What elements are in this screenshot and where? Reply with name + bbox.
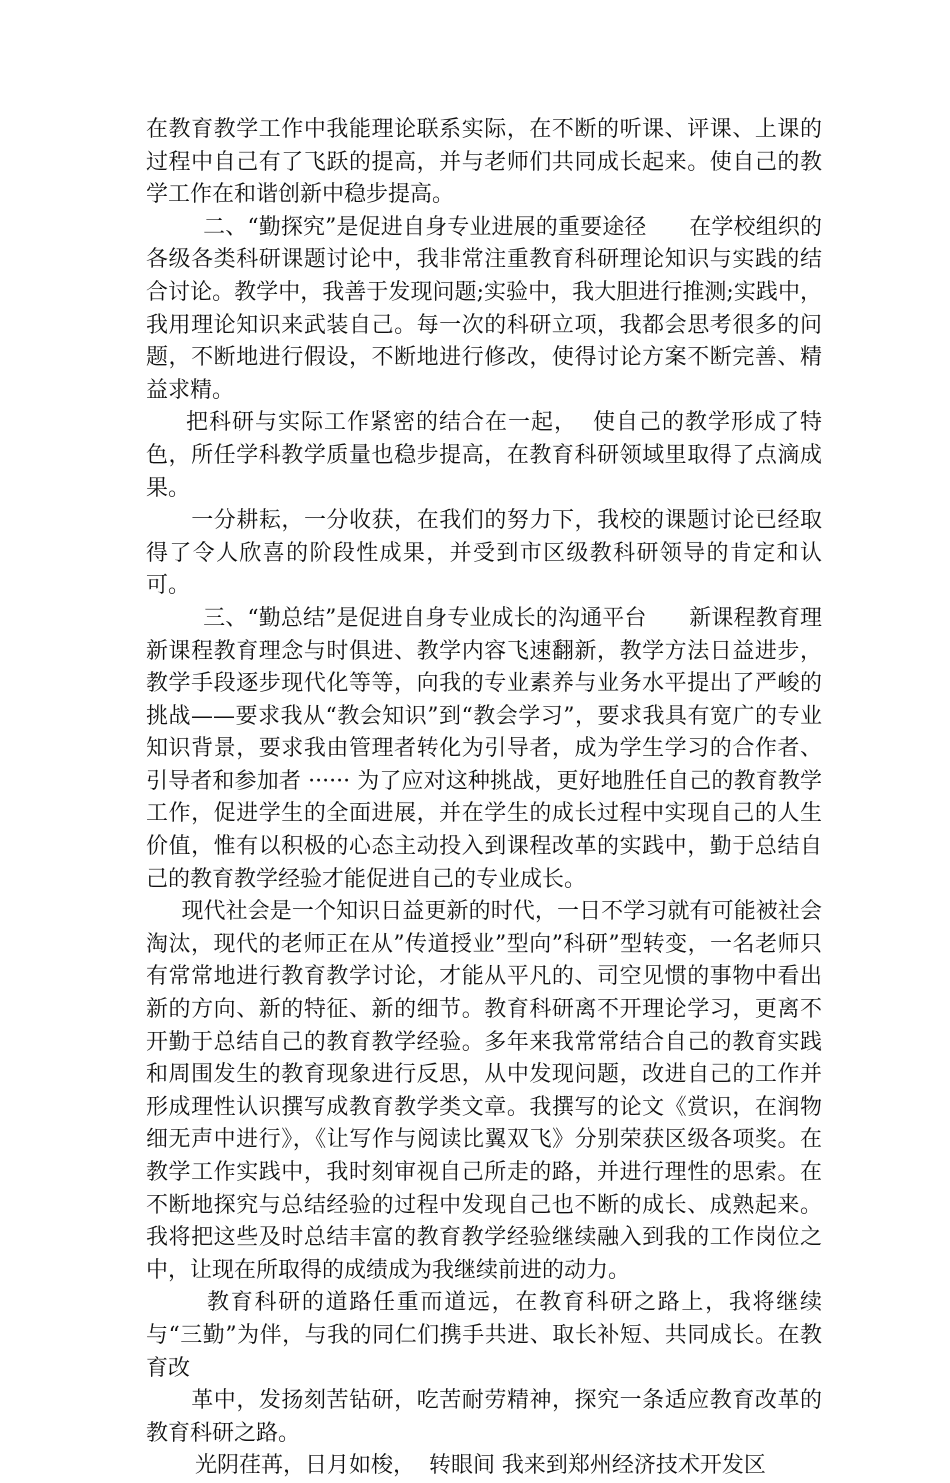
document-body [146, 114, 864, 1483]
paragraph-4: 一分耕耘，一分收获，在我们的努力下，我校的课题讨论已经取得了令人欣喜的阶段性成果，并受到市区级教科研领导的肯定和认可。 [146, 508, 822, 599]
paragraph-7: 教育科研的道路任重而道远，在教育科研之路上，我将继续与“三勤”为伴，与我的同仁们携手共进、取长补短、共同成长。在教育改 [146, 1290, 822, 1381]
paragraph-6: 现代社会是一个知识日益更新的时代，一日不学习就有可能被社会淘汰，现代的老师正在从”传道授业”型向”科研”型转变，一名老师只有常常地进行教育教学讨论，才能从平凡的、司空见惯的事物中看出新的方向、新的特征、新的细节。教育科研离不开理论学习，更离不开勤于总结自己的教育教学经验。多年来我常常结合自己的教育实践和周围发生的教育现象进行反思，从中发现问题，改进自己的工作并形成理性认识撰写成教育教学类文章。我撰写的论文《赏识，在润物细无声中进行》，《让写作与阅读比翼双飞》分别荣获区级各项奖。在教学工作实践中，我时刻审视自己所走的路，并进行理性的思索。在不断地探究与总结经验的过程中发现自己也不断的成长、成熟起来。我将把这些及时总结丰富的教育教学经验继续融入到我的工作岗位之中，让现在所取得的成绩成为我继续前进的动力。 [146, 899, 822, 1283]
paragraph-9: 光阴荏苒，日月如梭， 转眼间 我来到郑州经济技术开发区 [146, 1453, 766, 1479]
paragraph-3: 把科研与实际工作紧密的结合在一起， 使自己的教学形成了特色，所任学科教学质量也稳步提高，在教育科研领域里取得了点滴成果。 [146, 410, 822, 501]
paragraph-5: 三、“勤总结”是促进自身专业成长的沟通平台 新课程教育理 新课程教育理念与时俱进、教学内容飞速翻新，教学方法日益进步，教学手段逐步现代化等等，向我的专业素养与业务水平提出了严峻的挑战——要求我从“教会知识”到“教会学习”，要求我具有宽广的专业知识背景，要求我由管理者转化为引导者，成为学生学习的合作者、引导者和参加者 ······ 为了应对这种挑战，更好地胜任自己的教育教学工作，促进学生的全面进展，并在学生的成长过程中实现自己的人生价值，惟有以积极的心态主动投入到课程改革的实践中，勤于总结自己的教育教学经验才能促进自己的专业成长。 [146, 605, 864, 892]
paragraph-1: 在教育教学工作中我能理论联系实际，在不断的听课、评课、上课的过程中自己有了飞跃的提高，并与老师们共同成长起来。使自己的教学工作在和谐创新中稳步提高。 [146, 117, 822, 208]
paragraph-2: 二、“勤探究”是促进自身专业进展的重要途径 在学校组织的各级各类科研课题讨论中，我非常注重教育科研理论知识与实践的结合讨论。教学中，我善于发现问题;实验中，我大胆进行推测;实践中，我用理论知识来武装自己。每一次的科研立项，我都会思考很多的问题，不断地进行假设，不断地进行修改，使得讨论方案不断完善、精益求精。 [146, 214, 822, 403]
paragraph-8: 革中，发扬刻苦钻研，吃苦耐劳精神，探究一条适应教育改革的教育科研之路。 [146, 1388, 822, 1446]
